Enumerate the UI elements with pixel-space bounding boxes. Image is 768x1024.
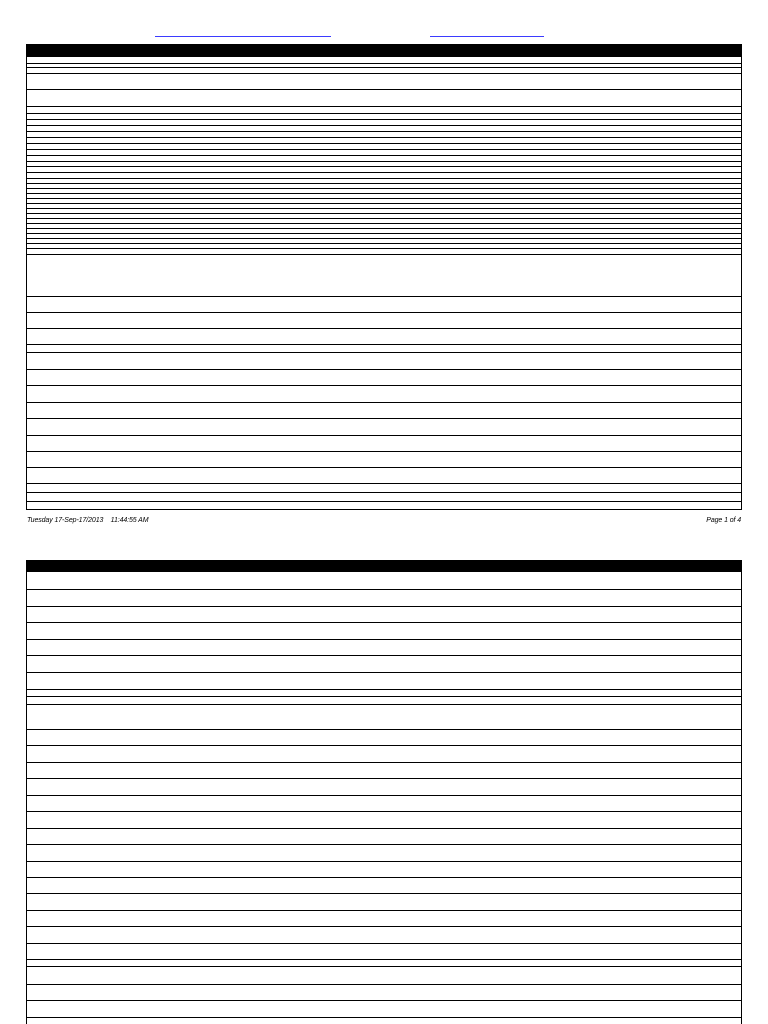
table-row-divider (27, 352, 741, 353)
footer-timestamp (27, 517, 149, 524)
table-row-divider (27, 622, 741, 623)
table-row-divider (27, 161, 741, 162)
table-row-divider (27, 137, 741, 138)
table-row-divider (27, 704, 741, 705)
table-row-divider (27, 1000, 741, 1001)
table-row-divider (27, 233, 741, 234)
table-row-divider (27, 183, 741, 184)
table-row-divider (27, 729, 741, 730)
table-row-divider (27, 243, 741, 244)
table-row-divider (27, 248, 741, 249)
table-row-divider (27, 238, 741, 239)
table-row-divider (27, 254, 741, 255)
table-row-divider (27, 402, 741, 403)
footer-date: Tuesday 17-Sep-17/2013 (27, 517, 104, 524)
table-row-divider (27, 745, 741, 746)
link-underline-left[interactable] (155, 36, 331, 37)
table-row-divider (27, 828, 741, 829)
table-row-divider (27, 811, 741, 812)
table-row-divider (27, 178, 741, 179)
table-row-divider (27, 492, 741, 493)
table-row-divider (27, 589, 741, 590)
table-row-divider (27, 762, 741, 763)
footer-page-number: Page 1 of 4 (706, 517, 741, 524)
table-row-divider (27, 369, 741, 370)
table-row-divider (27, 483, 741, 484)
table-row-divider (27, 509, 741, 510)
table-row-divider (27, 73, 741, 74)
table-row-divider (27, 639, 741, 640)
table-row-divider (27, 63, 741, 64)
table-row-divider (27, 672, 741, 673)
table-row-divider (27, 893, 741, 894)
table-row-divider (27, 861, 741, 862)
table-row-divider (27, 203, 741, 204)
table-row-divider (27, 149, 741, 150)
table-row-divider (27, 959, 741, 960)
page-2-table (26, 560, 742, 1024)
table-row-divider (27, 113, 741, 114)
table-row-divider (27, 606, 741, 607)
table-row-divider (27, 778, 741, 779)
table-row-divider (27, 218, 741, 219)
table-row-divider (27, 696, 741, 697)
footer-time: 11:44:55 AM (110, 517, 149, 524)
table-row-divider (27, 501, 741, 502)
table-row-divider (27, 89, 741, 90)
link-underline-right[interactable] (430, 36, 544, 37)
table-row-divider (27, 172, 741, 173)
table-row-divider (27, 328, 741, 329)
table-row-divider (27, 966, 741, 967)
table-row-divider (27, 223, 741, 224)
table-row-divider (27, 984, 741, 985)
table-row-divider (27, 943, 741, 944)
table-row-divider (27, 125, 741, 126)
table-row-divider (27, 208, 741, 209)
table-row-divider (27, 312, 741, 313)
table-row-divider (27, 418, 741, 419)
table-row-divider (27, 155, 741, 156)
table-row-divider (27, 1017, 741, 1018)
page-1-table (26, 44, 742, 510)
table-row-divider (27, 143, 741, 144)
table-row-divider (27, 106, 741, 107)
table-row-divider (27, 467, 741, 468)
table-row-divider (27, 344, 741, 345)
table-row-divider (27, 795, 741, 796)
table-row-divider (27, 166, 741, 167)
table-row-divider (27, 435, 741, 436)
table-row-divider (27, 655, 741, 656)
table-body (26, 57, 742, 510)
table-row-divider (27, 213, 741, 214)
table-row-divider (27, 131, 741, 132)
table-row-divider (27, 188, 741, 189)
table-row-divider (27, 296, 741, 297)
table-row-divider (27, 228, 741, 229)
table-row-divider (27, 385, 741, 386)
table-row-divider (27, 67, 741, 68)
table-row-divider (27, 193, 741, 194)
table-header-bar (26, 560, 742, 572)
table-row-divider (27, 451, 741, 452)
table-row-divider (27, 910, 741, 911)
table-body (26, 572, 742, 1024)
table-row-divider (27, 877, 741, 878)
table-row-divider (27, 926, 741, 927)
table-row-divider (27, 844, 741, 845)
table-row-divider (27, 119, 741, 120)
table-header-bar (26, 44, 742, 57)
table-row-divider (27, 689, 741, 690)
table-row-divider (27, 198, 741, 199)
